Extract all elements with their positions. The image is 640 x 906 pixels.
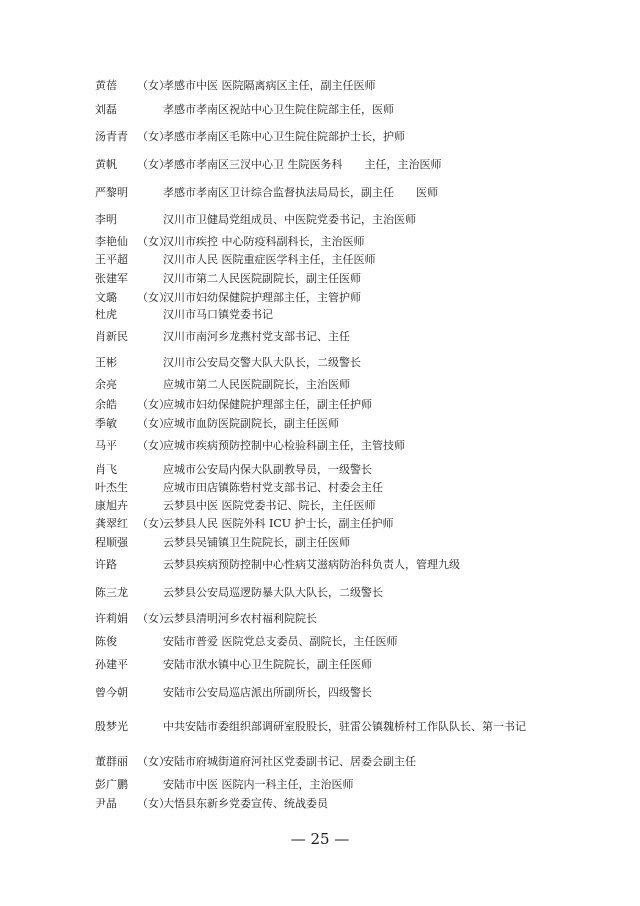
gender-note: （女）	[137, 398, 170, 411]
position-description: 孝感市孝南区祝站中心卫生院住院部主任，医师	[163, 103, 394, 116]
person-name: 陈俊	[95, 635, 117, 648]
position-description: 安陆市公安局巡店派出所副所长，四级警长	[163, 686, 372, 699]
position-description: 汉川市公安局交警大队大队长，二级警长	[163, 356, 361, 369]
gender-note: （女）	[137, 755, 170, 768]
person-name: 彭广鹏	[95, 778, 128, 791]
position-description: 应城市田店镇陈砦村党支部书记、村委会主任	[163, 481, 383, 494]
position-description: 安陆市普爱 医院党总支委员、副院长，主任医师	[163, 635, 398, 648]
person-name: 陈三龙	[95, 586, 128, 599]
person-name: 余皓	[95, 398, 117, 411]
gender-note: （女）	[137, 797, 170, 810]
person-name: 肖飞	[95, 463, 117, 476]
position-description: 孝感市孝南区卫计综合监督执法局局长，副主任 医师	[163, 186, 438, 199]
gender-note: （女）	[137, 291, 170, 304]
person-name: 王彬	[95, 356, 117, 369]
person-name: 文璐	[95, 291, 117, 304]
gender-note: （女）	[137, 417, 170, 430]
gender-note: （女）	[137, 79, 170, 92]
position-description: 云梦县人民 医院外科 ICU 护士长，副主任护师	[163, 517, 394, 530]
person-name: 张建军	[95, 272, 128, 285]
person-name: 严黎明	[95, 186, 128, 199]
position-description: 应城市疾病预防控制中心检验科副主任，主管技师	[163, 439, 405, 452]
person-name: 董群丽	[95, 755, 128, 768]
position-description: 应城市公安局内保大队副教导员，一级警长	[163, 463, 372, 476]
position-description: 应城市血防医院副院长，副主任医师	[163, 417, 339, 430]
position-description: 安陆市府城街道府河社区党委副书记、居委会副主任	[163, 755, 416, 768]
position-description: 汉川市疾控 中心防疫科副科长，主治医师	[163, 235, 365, 248]
position-description: 汉川市卫健局党组成员、中医院党委书记，主治医师	[163, 213, 416, 226]
person-name: 叶杰生	[95, 481, 128, 494]
person-name: 曾今朝	[95, 686, 128, 699]
position-description: 云梦县中医 医院党委书记、院长，主任医师	[163, 499, 376, 512]
position-description: 汉川市妇幼保健院护理部主任，主管护师	[163, 291, 361, 304]
position-description: 孝感市孝南区毛陈中心卫生院住院部护士长，护师	[163, 130, 405, 143]
gender-note: （女）	[137, 130, 170, 143]
gender-note: （女）	[137, 517, 170, 530]
position-description: 应城市妇幼保健院护理部主任，副主任护师	[163, 398, 372, 411]
person-name: 杜虎	[95, 308, 117, 321]
position-description: 大悟县东新乡党委宣传、统战委员	[163, 797, 328, 810]
person-name: 刘磊	[95, 103, 117, 116]
person-name: 汤青青	[95, 130, 128, 143]
position-description: 安陆市中医 医院内一科主任，主治医师	[163, 778, 354, 791]
page-number: — 25 —	[290, 830, 350, 848]
person-name: 尹晶	[95, 797, 117, 810]
position-description: 汉川市第二人民医院副院长，副主任医师	[163, 272, 361, 285]
person-name: 孙建平	[95, 658, 128, 671]
position-description: 安陆市洑水镇中心卫生院院长，副主任医师	[163, 658, 372, 671]
person-name: 黄蓓	[95, 79, 117, 92]
position-description: 中共安陆市委组织部调研室股股长，驻雷公镇魏桥村工作队队长、第一书记	[163, 720, 526, 733]
position-description: 孝感市中医 医院隔离病区主任，副主任医师	[163, 79, 376, 92]
person-name: 季敏	[95, 417, 117, 430]
person-name: 肖新民	[95, 330, 128, 343]
position-description: 孝感市孝南区三汊中心卫 生院医务科 主任，主治医师	[163, 158, 442, 171]
gender-note: （女）	[137, 612, 170, 625]
person-name: 许莉娟	[95, 612, 128, 625]
person-name: 李艳仙	[95, 235, 128, 248]
position-description: 汉川市马口镇党委书记	[163, 308, 273, 321]
person-name: 程顺强	[95, 536, 128, 549]
person-name: 余亮	[95, 378, 117, 391]
gender-note: （女）	[137, 158, 170, 171]
gender-note: （女）	[137, 235, 170, 248]
person-name: 李明	[95, 213, 117, 226]
position-description: 云梦县疾病预防控制中心性病艾滋病防治科负责人，管理九级	[163, 558, 460, 571]
gender-note: （女）	[137, 439, 170, 452]
person-name: 王平超	[95, 253, 128, 266]
person-name: 康旭卉	[95, 499, 128, 512]
person-name: 龚翠红	[95, 517, 128, 530]
position-description: 汉川市南河乡龙燕村党支部书记、主任	[163, 330, 350, 343]
person-name: 黄帆	[95, 158, 117, 171]
person-name: 殷梦光	[95, 720, 128, 733]
person-name: 许路	[95, 558, 117, 571]
position-description: 汉川市人民 医院重症医学科主任，主任医师	[163, 253, 376, 266]
position-description: 云梦县清明河乡农村福利院院长	[163, 612, 317, 625]
position-description: 云梦县公安局巡逻防暴大队大队长，二级警长	[163, 586, 383, 599]
person-name: 马平	[95, 439, 117, 452]
position-description: 云梦县吴铺镇卫生院院长，副主任医师	[163, 536, 350, 549]
position-description: 应城市第二人民医院副院长，主治医师	[163, 378, 350, 391]
